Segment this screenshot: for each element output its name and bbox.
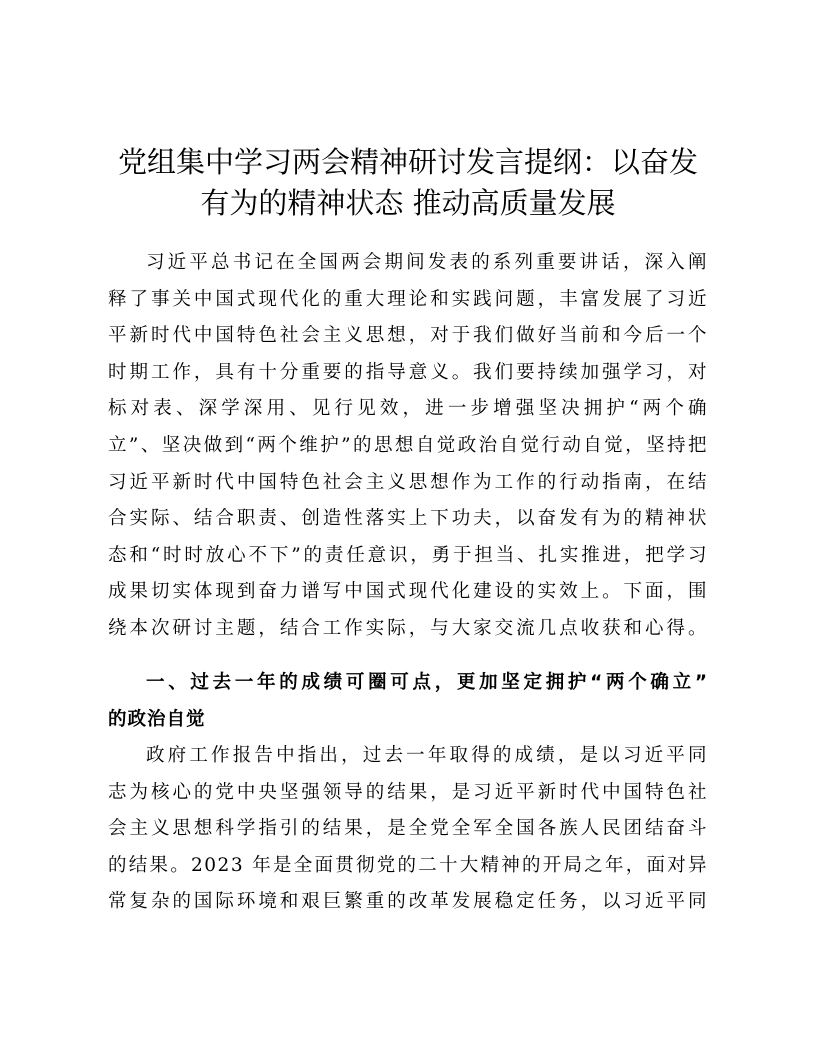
paragraph-line: 释了事关中国式现代化的重大理论和实践问题，丰富发展了习近	[108, 288, 708, 310]
paragraph-line: 平新时代中国特色社会主义思想，对于我们做好当前和今后一个	[108, 325, 708, 347]
paragraph-line: 政府工作报告中指出，过去一年取得的成绩，是以习近平同	[146, 745, 708, 766]
paragraph-line: 会主义思想科学指引的结果，是全党全军全国各族人民团结奋斗	[108, 818, 708, 840]
paragraph-line: 成果切实体现到奋力谱写中国式现代化建设的实效上。下面，围	[108, 581, 708, 603]
title-line: 有为的精神状态 推动高质量发展	[200, 186, 616, 220]
paragraph-line: 习近平新时代中国特色社会主义思想作为工作的行动指南，在结	[108, 471, 708, 493]
paragraph-line: 时期工作，具有十分重要的指导意义。我们要持续加强学习，对	[108, 361, 708, 383]
document-title	[100, 142, 716, 224]
paragraph-line: 绕本次研讨主题，结合工作实际，与大家交流几点收获和心得。	[108, 617, 708, 639]
heading-line: 一、过去一年的成绩可圈可点，更加坚定拥护“两个确立”	[146, 672, 708, 693]
paragraph-line: 的结果。2023 年是全面贯彻党的二十大精神的开局之年，面对异	[108, 854, 708, 876]
paragraph-line: 常复杂的国际环境和艰巨繁重的改革发展稳定任务，以习近平同	[108, 891, 708, 913]
title-line: 党组集中学习两会精神研讨发言提纲：以奋发	[117, 145, 698, 179]
paragraph-line: 立”、坚决做到“两个维护”的思想自觉政治自觉行动自觉，坚持把	[108, 434, 708, 456]
paragraph-line: 态和“时时放心不下”的责任意识，勇于担当、扎实推进，把学习	[108, 544, 708, 566]
paragraph-line: 标对表、深学深用、见行见效，进一步增强坚决拥护“两个确	[108, 398, 708, 420]
heading-line: 的政治自觉	[108, 708, 206, 730]
paragraph-intro	[108, 245, 708, 648]
paragraph-section-one	[108, 738, 708, 921]
paragraph-line: 志为核心的党中央坚强领导的结果，是习近平新时代中国特色社	[108, 781, 708, 803]
paragraph-line: 习近平总书记在全国两会期间发表的系列重要讲话，深入阐	[146, 252, 708, 273]
section-heading	[108, 665, 708, 738]
paragraph-line: 合实际、结合职责、创造性落实上下功夫，以奋发有为的精神状	[108, 508, 708, 530]
